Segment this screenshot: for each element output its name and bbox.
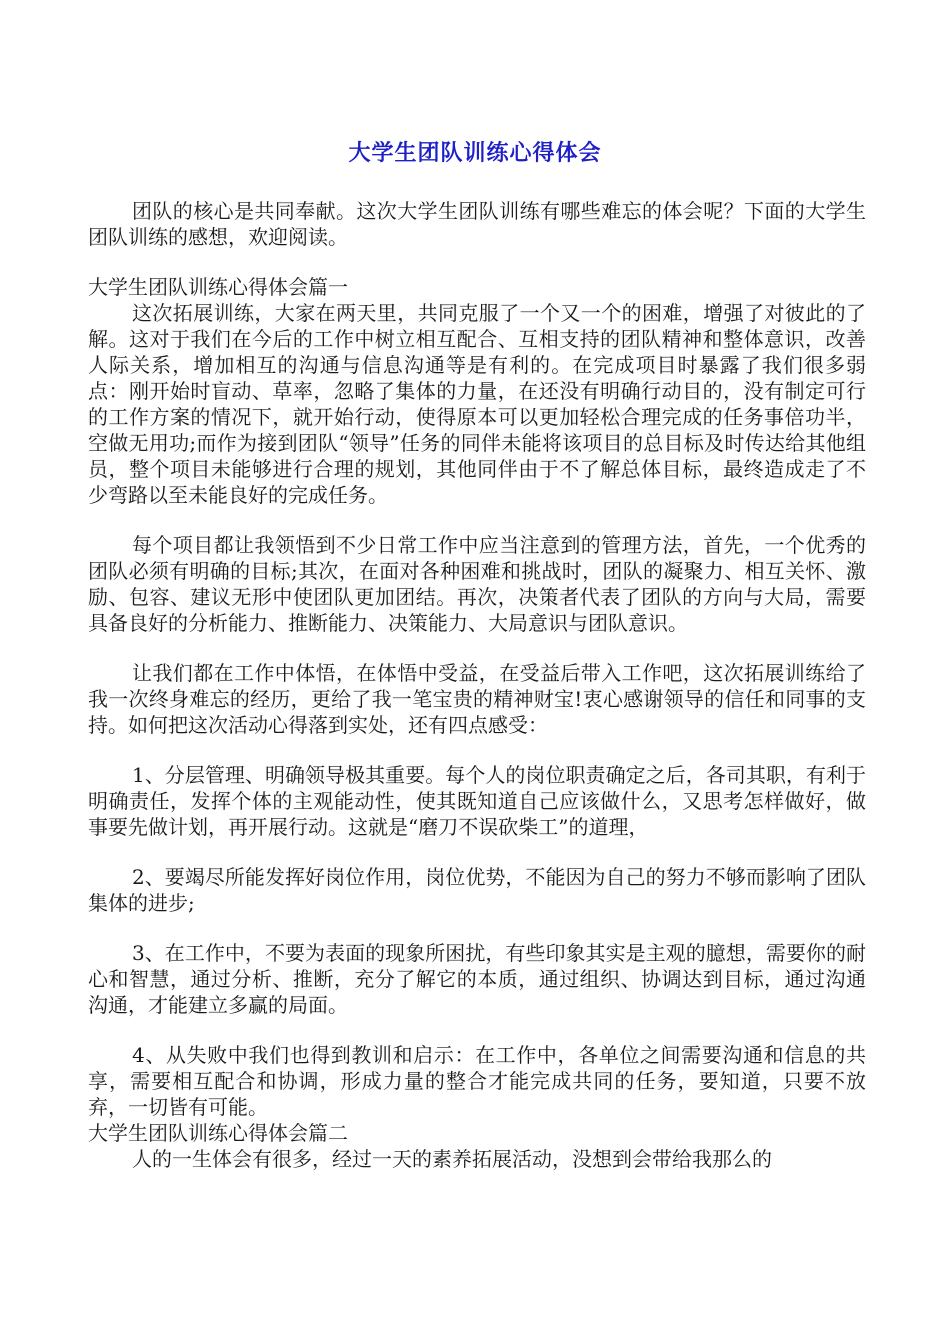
intro-paragraph: 团队的核心是共同奉献。这次大学生团队训练有哪些难忘的体会呢？下面的大学生团队训练的感想，欢迎阅读。 <box>88 199 866 249</box>
section2-paragraph: 人的一生体会有很多，经过一天的素养拓展活动，没想到会带给我那么的 <box>132 1147 772 1171</box>
paragraph-2: 每个项目都让我领悟到不少日常工作中应当注意到的管理方法，首先，一个优秀的团队必须有明确的目标;其次，在面对各种困难和挑战时，团队的凝聚力、相互关怀、激励、包容、建议无形中使团队更加团结。再次，决策者代表了团队的方向与大局，需要具备良好的分析能力、推断能力、决策能力、大局意识与团队意识。 <box>88 533 866 635</box>
point-4: 4、从失败中我们也得到教训和启示：在工作中，各单位之间需要沟通和信息的共享，需要相互配合和协调，形成力量的整合才能完成共同的任务，要知道，只要不放弃，一切皆有可能。 <box>88 1043 866 1119</box>
document-body <box>88 198 866 1172</box>
paragraph-3: 让我们都在工作中体悟，在体悟中受益，在受益后带入工作吧，这次拓展训练给了我一次终身难忘的经历，更给了我一笔宝贵的精神财宝!衷心感谢领导的信任和同事的支持。如何把这次活动心得落到实处，还有四点感受： <box>88 661 866 737</box>
point-1: 1、分层管理、明确领导极其重要。每个人的岗位职责确定之后，各司其职，有利于明确责任，发挥个体的主观能动性，使其既知道自己应该做什么，又思考怎样做好，做事要先做计划，再开展行动。这就是“磨刀不误砍柴工”的道理， <box>88 763 866 839</box>
paragraph-1: 这次拓展训练，大家在两天里，共同克服了一个又一个的困难，增强了对彼此的了解。这对于我们在今后的工作中树立相互配合、互相支持的团队精神和整体意识，改善人际关系，增加相互的沟通与信息沟通等是有利的。在完成项目时暴露了我们很多弱点：刚开始时盲动、草率，忽略了集体的力量，在还没有明确行动目的，没有制定可行的工作方案的情况下，就开始行动，使得原本可以更加轻松合理完成的任务事倍功半，空做无用功;而作为接到团队“领导”任务的同伴未能将该项目的总目标及时传达给其他组员，整个项目未能够进行合理的规划，其他同伴由于不了解总体目标，最终造成走了不少弯路以至未能良好的完成任务。 <box>88 301 866 507</box>
point-3: 3、在工作中，不要为表面的现象所困扰，有些印象其实是主观的臆想，需要你的耐心和智慧，通过分析、推断，充分了解它的本质，通过组织、协调达到目标，通过沟通沟通，才能建立多赢的局面。 <box>88 941 866 1017</box>
document-title: 大学生团队训练心得体会 <box>348 141 602 166</box>
point-2: 2、要竭尽所能发挥好岗位作用，岗位优势，不能因为自己的努力不够而影响了团队集体的进步; <box>88 865 866 915</box>
section-heading-1: 大学生团队训练心得体会篇一 <box>88 275 348 299</box>
section-heading-2: 大学生团队训练心得体会篇二 <box>88 1121 348 1145</box>
